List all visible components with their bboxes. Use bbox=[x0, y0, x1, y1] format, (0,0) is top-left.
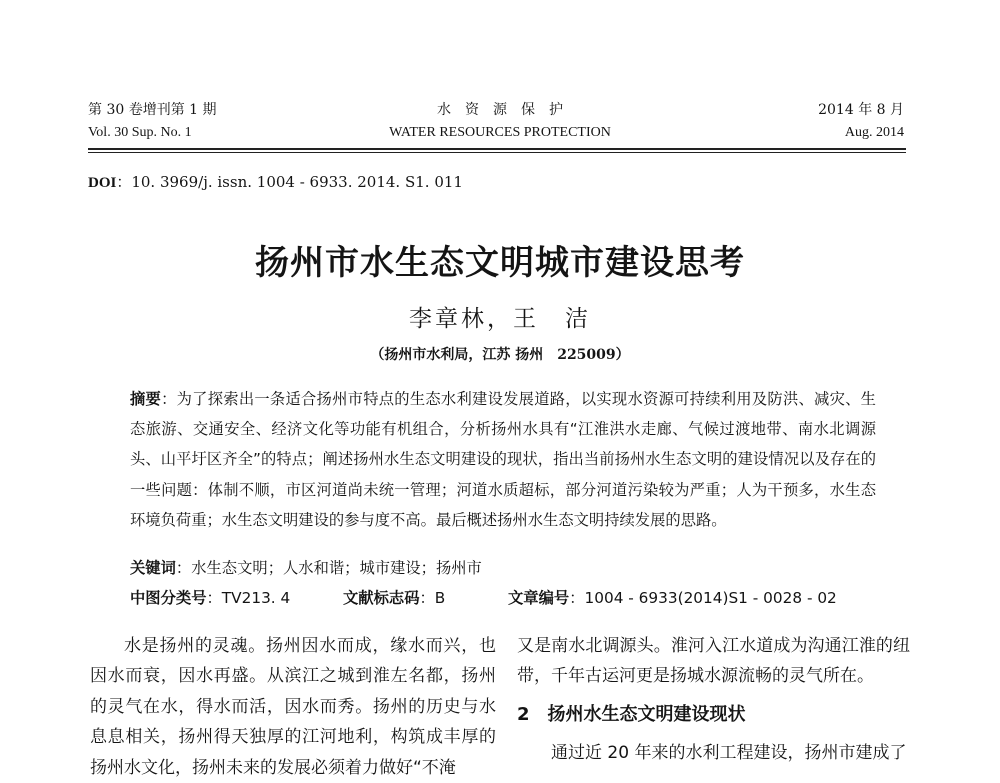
date-en: Aug. 2014 bbox=[844, 125, 904, 140]
doi-value: ：10. 3969/j. issn. 1004 - 6933. 2014. S1. 011 bbox=[116, 173, 463, 191]
keywords-text: ：水生态文明；人水和谐；城市建设；扬州市 bbox=[175, 559, 482, 577]
abstract-text: ：为了探索出一条适合扬州市特点的生态水利建设发展道路，以实现水资源可持续利用及防洪、减灾、生态旅游、交通安全、经济文化等功能有机组合，分析扬州水具有“江淮洪水走廊、气候过渡地带、南水北调源头、山平圩区齐全”的特点；阐述扬州水生态文明建设的现状，指出当前扬州水生态文明的建设情况以及存在的一些问题：体制不顺，市区河道尚未统一管理；河道水质超标，部分河道污染较为严重；人为干预多，水生态环境负荷重；水生态文明建设的参与度不高。最后概述扬州水生态文明持续发展的思路。 bbox=[130, 390, 876, 529]
issue-cn: 第 30 卷增刊第 1 期 bbox=[88, 102, 217, 118]
authors: 李章林，王 洁 bbox=[409, 306, 591, 332]
journal-en: WATER RESOURCES PROTECTION bbox=[389, 125, 611, 140]
body-paragraph: 水是扬州的灵魂。扬州因水而成，缘水而兴，也因水而衰，因水再盛。从滨江之城到淮左名都，扬州的灵气在水，得水而活，因水而秀。扬州的历史与水息息相关，扬州得天独厚的江河地利，构筑成丰厚的扬州水文化，扬州未来的发展必须着力做好“不淹 bbox=[90, 636, 496, 778]
header-rule-thick bbox=[88, 148, 906, 150]
doi-line bbox=[88, 171, 463, 192]
date-cn: 2014 年 8 月 bbox=[818, 102, 904, 118]
body-left-column bbox=[90, 631, 496, 783]
body-right-column bbox=[517, 631, 910, 768]
doc-label: 文献标志码 bbox=[343, 589, 420, 607]
abstract bbox=[130, 384, 876, 535]
clc-value: ：TV213. 4 bbox=[206, 589, 291, 607]
doc-value: ：B bbox=[419, 589, 446, 607]
doc-code bbox=[343, 586, 445, 608]
issue-en: Vol. 30 Sup. No. 1 bbox=[88, 125, 192, 140]
article-title: 扬州市水生态文明城市建设思考 bbox=[255, 243, 745, 283]
art-label: 文章编号 bbox=[508, 589, 570, 607]
body-paragraph: 又是南水北调源头。淮河入江水道成为沟通江淮的纽带，千年古运河更是扬城水源流畅的灵气所在。 bbox=[517, 636, 910, 687]
header-rule-thin bbox=[88, 152, 906, 153]
keywords-label: 关键词 bbox=[130, 559, 176, 577]
clc-number bbox=[130, 586, 290, 608]
section-heading: 2 扬州水生态文明建设现状 bbox=[517, 703, 746, 725]
clc-label: 中图分类号 bbox=[130, 589, 207, 607]
article-number bbox=[508, 586, 837, 608]
keywords bbox=[130, 556, 482, 578]
journal-cn: 水 资 源 保 护 bbox=[437, 102, 563, 118]
doi-label: DOI bbox=[88, 175, 117, 191]
art-value: ：1004 - 6933(2014)S1 - 0028 - 02 bbox=[569, 589, 837, 607]
abstract-label: 摘要 bbox=[130, 390, 162, 408]
affiliation: （扬州市水利局，江苏 扬州 225009） bbox=[370, 347, 630, 363]
body-paragraph: 通过近 20 年来的水利工程建设，扬州市建成了 bbox=[551, 742, 907, 763]
